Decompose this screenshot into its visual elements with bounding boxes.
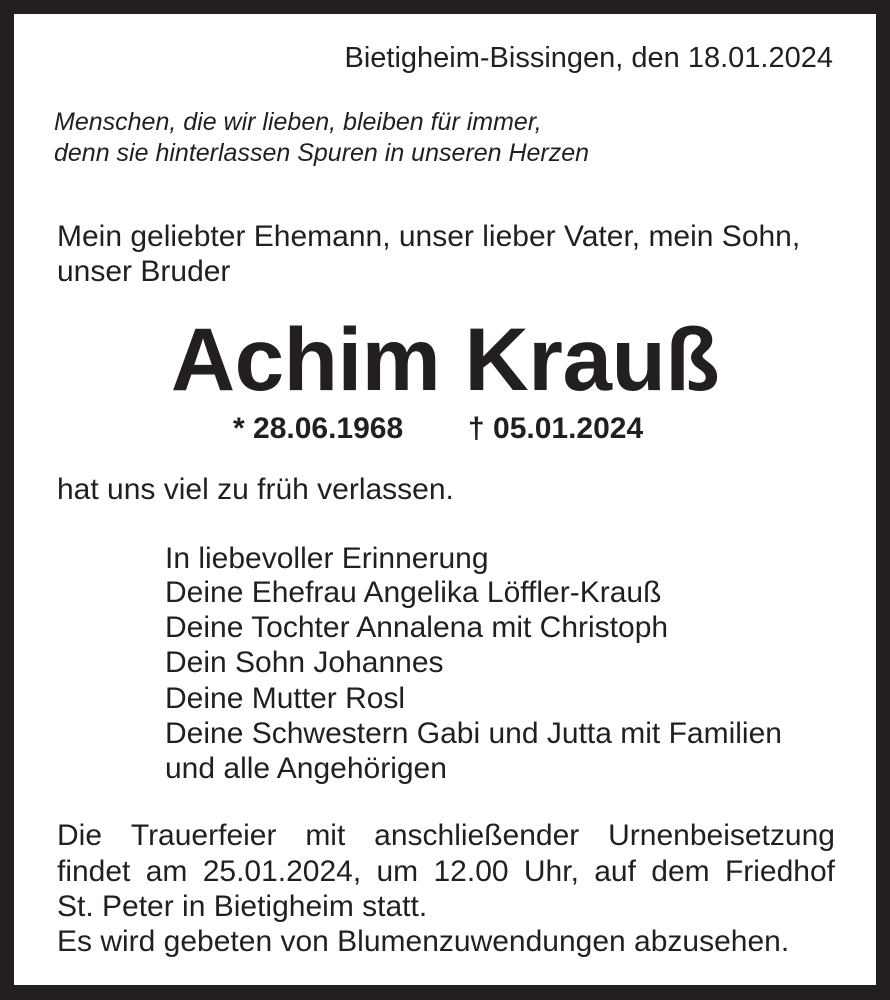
obituary-notice — [14, 14, 876, 985]
word: Uhr, — [523, 855, 579, 888]
funeral-info-line-2 — [57, 857, 835, 887]
word: findet — [57, 855, 131, 888]
intro-line-1: Mein geliebter Ehemann, unser lieber Vater, mein Sohn, — [57, 220, 801, 253]
intro-line-2: unser Bruder — [57, 255, 231, 288]
death-date: † 05.01.2024 — [468, 412, 644, 445]
mourner-line: Deine Ehefrau Angelika Löffler-Krauß — [165, 576, 662, 609]
funeral-info-line-3: St. Peter in Bietigheim statt. — [57, 890, 428, 923]
word: um — [376, 855, 419, 888]
word: anschließender — [374, 819, 580, 852]
word: 12.00 — [433, 855, 509, 888]
motto-line-2: denn sie hinterlassen Spuren in unseren Herzen — [54, 139, 590, 167]
mourner-line: Dein Sohn Johannes — [165, 646, 444, 679]
funeral-info-line-1 — [57, 821, 835, 851]
word: dem — [651, 855, 710, 888]
funeral-info-line-4: Es wird gebeten von Blumenzuwendungen abzusehen. — [57, 925, 790, 958]
word: am — [145, 855, 188, 888]
word: mit — [305, 819, 346, 852]
word: 25.01.2024, — [202, 855, 362, 888]
mourner-line: Deine Tochter Annalena mit Christoph — [165, 611, 669, 644]
motto-line-1: Menschen, die wir lieben, bleiben für immer, — [54, 108, 542, 136]
word: auf — [594, 855, 636, 888]
word: Die — [57, 819, 103, 852]
word: Urnenbeisetzung — [608, 819, 835, 852]
mourner-line: Deine Schwestern Gabi und Jutta mit Familien — [165, 717, 782, 750]
word: Friedhof — [724, 855, 835, 888]
mourner-line: Deine Mutter Rosl — [165, 682, 406, 715]
word: Trauerfeier — [130, 819, 277, 852]
mourner-line: und alle Angehörigen — [165, 752, 447, 785]
deceased-name: Achim Krauß — [170, 309, 720, 409]
mourner-line: In liebevoller Erinnerung — [165, 542, 489, 575]
departed-text: hat uns viel zu früh verlassen. — [57, 473, 454, 506]
place-and-date: Bietigheim-Bissingen, den 18.01.2024 — [344, 42, 833, 74]
birth-date: * 28.06.1968 — [233, 412, 404, 445]
